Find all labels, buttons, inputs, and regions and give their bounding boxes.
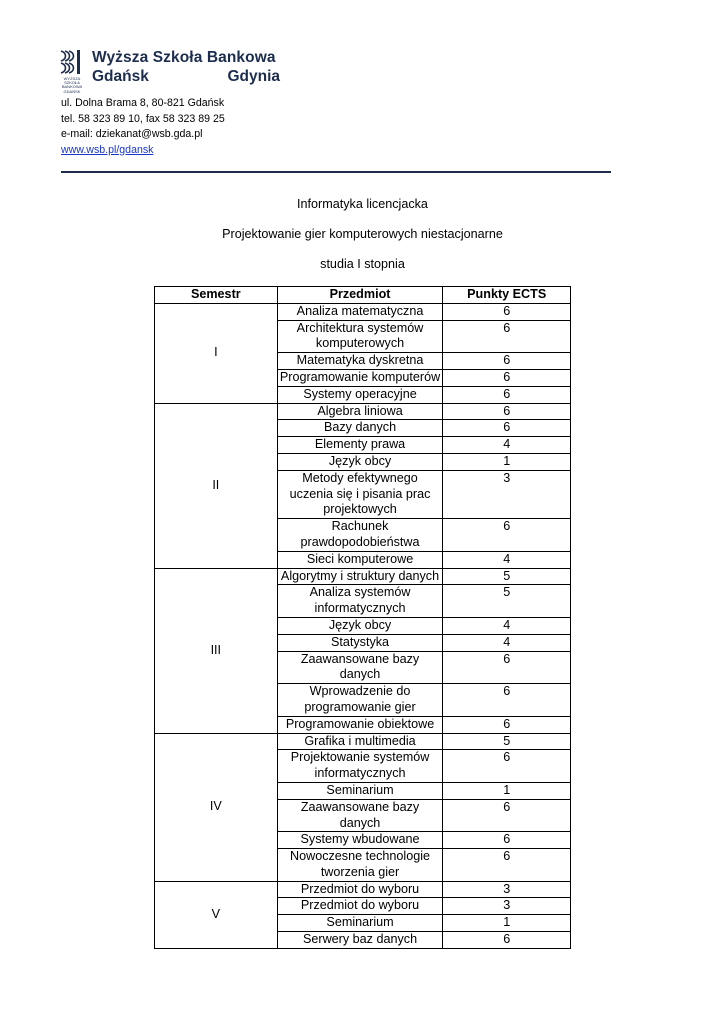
course-name-cell: Algorytmy i struktury danych [277,568,443,585]
ects-table [154,286,571,949]
table-row [155,303,571,320]
logo [57,47,280,94]
course-name-cell: Metody efektywnego uczenia się i pisania prac projektowych [277,470,443,518]
semester-cell: V [155,881,278,948]
ects-points-cell: 3 [443,470,571,518]
header-divider [61,171,611,173]
ects-points-cell: 1 [443,453,571,470]
course-name-cell: Język obcy [277,453,443,470]
ects-points-cell: 4 [443,437,571,454]
ects-points-cell: 6 [443,750,571,783]
table-header-row [155,287,571,304]
column-header-semester: Semestr [155,287,278,304]
table-row [155,881,571,898]
ects-points-cell: 5 [443,585,571,618]
ects-points-cell: 6 [443,303,571,320]
ects-points-cell: 6 [443,320,571,353]
course-name-cell: Programowanie obiektowe [277,716,443,733]
ects-points-cell: 6 [443,932,571,949]
logo-cities [92,68,280,86]
email-line: e-mail: dziekanat@wsb.gda.pl [61,128,203,140]
course-name-cell: Serwery baz danych [277,932,443,949]
ects-points-cell: 6 [443,684,571,717]
ects-table-body [155,303,571,948]
ects-points-cell: 6 [443,420,571,437]
ects-points-cell: 6 [443,519,571,552]
course-name-cell: Seminarium [277,915,443,932]
semester-cell: II [155,403,278,568]
course-name-cell: Analiza matematyczna [277,303,443,320]
ects-points-cell: 1 [443,915,571,932]
ects-points-cell: 6 [443,651,571,684]
logo-city-gdansk: Gdańsk [92,68,149,85]
column-header-course: Przedmiot [277,287,443,304]
course-name-cell: Systemy wbudowane [277,832,443,849]
column-header-ects: Punkty ECTS [443,287,571,304]
study-level-title: studia I stopnia [320,257,405,271]
course-name-cell: Elementy prawa [277,437,443,454]
course-name-cell: Architektura systemów komputerowych [277,320,443,353]
ects-points-cell: 6 [443,832,571,849]
course-name-cell: Rachunek prawdopodobieństwa [277,519,443,552]
table-row [155,403,571,420]
field-of-study-title: Informatyka licencjacka [297,197,428,211]
table-row [155,733,571,750]
course-name-cell: Analiza systemów informatycznych [277,585,443,618]
ects-points-cell: 6 [443,353,571,370]
specialization-title: Projektowanie gier komputerowych niestacjonarne [222,227,503,241]
phone-line: tel. 58 323 89 10, fax 58 323 89 25 [61,112,225,125]
logo-small-text: WYŻSZA SZKOŁA BANKOWA GDAŃSK [61,76,83,94]
course-name-cell: Systemy operacyjne [277,386,443,403]
course-name-cell: Algebra liniowa [277,403,443,420]
ects-points-cell: 3 [443,898,571,915]
course-name-cell: Nowoczesne technologie tworzenia gier [277,849,443,882]
ects-points-cell: 6 [443,799,571,832]
course-name-cell: Bazy danych [277,420,443,437]
course-name-cell: Matematyka dyskretna [277,353,443,370]
ects-points-cell: 6 [443,716,571,733]
ects-points-cell: 6 [443,369,571,386]
ects-points-cell: 5 [443,733,571,750]
semester-cell: III [155,568,278,733]
ects-points-cell: 1 [443,782,571,799]
course-name-cell: Projektowanie systemów informatycznych [277,750,443,783]
course-name-cell: Grafika i multimedia [277,733,443,750]
table-row [155,568,571,585]
course-name-cell: Programowanie komputerów [277,369,443,386]
ects-points-cell: 6 [443,386,571,403]
semester-cell: I [155,303,278,403]
ects-points-cell: 6 [443,403,571,420]
logo-school-name: Wyższa Szkoła Bankowa [92,49,276,66]
course-name-cell: Statystyka [277,634,443,651]
address-line: ul. Dolna Brama 8, 80-821 Gdańsk [61,97,225,109]
course-name-cell: Przedmiot do wyboru [277,881,443,898]
ects-points-cell: 4 [443,551,571,568]
course-name-cell: Język obcy [277,617,443,634]
semester-cell: IV [155,733,278,881]
contact-block [61,96,225,158]
ects-points-cell: 4 [443,634,571,651]
course-name-cell: Zaawansowane bazy danych [277,651,443,684]
logo-city-gdynia: Gdynia [227,68,280,85]
course-name-cell: Przedmiot do wyboru [277,898,443,915]
website-link[interactable]: www.wsb.pl/gdansk [61,143,154,156]
ects-points-cell: 6 [443,849,571,882]
ects-points-cell: 5 [443,568,571,585]
course-name-cell: Zaawansowane bazy danych [277,799,443,832]
ects-points-cell: 3 [443,881,571,898]
course-name-cell: Sieci komputerowe [277,551,443,568]
ects-points-cell: 4 [443,617,571,634]
course-name-cell: Wprowadzenie do programowanie gier [277,684,443,717]
course-name-cell: Seminarium [277,782,443,799]
